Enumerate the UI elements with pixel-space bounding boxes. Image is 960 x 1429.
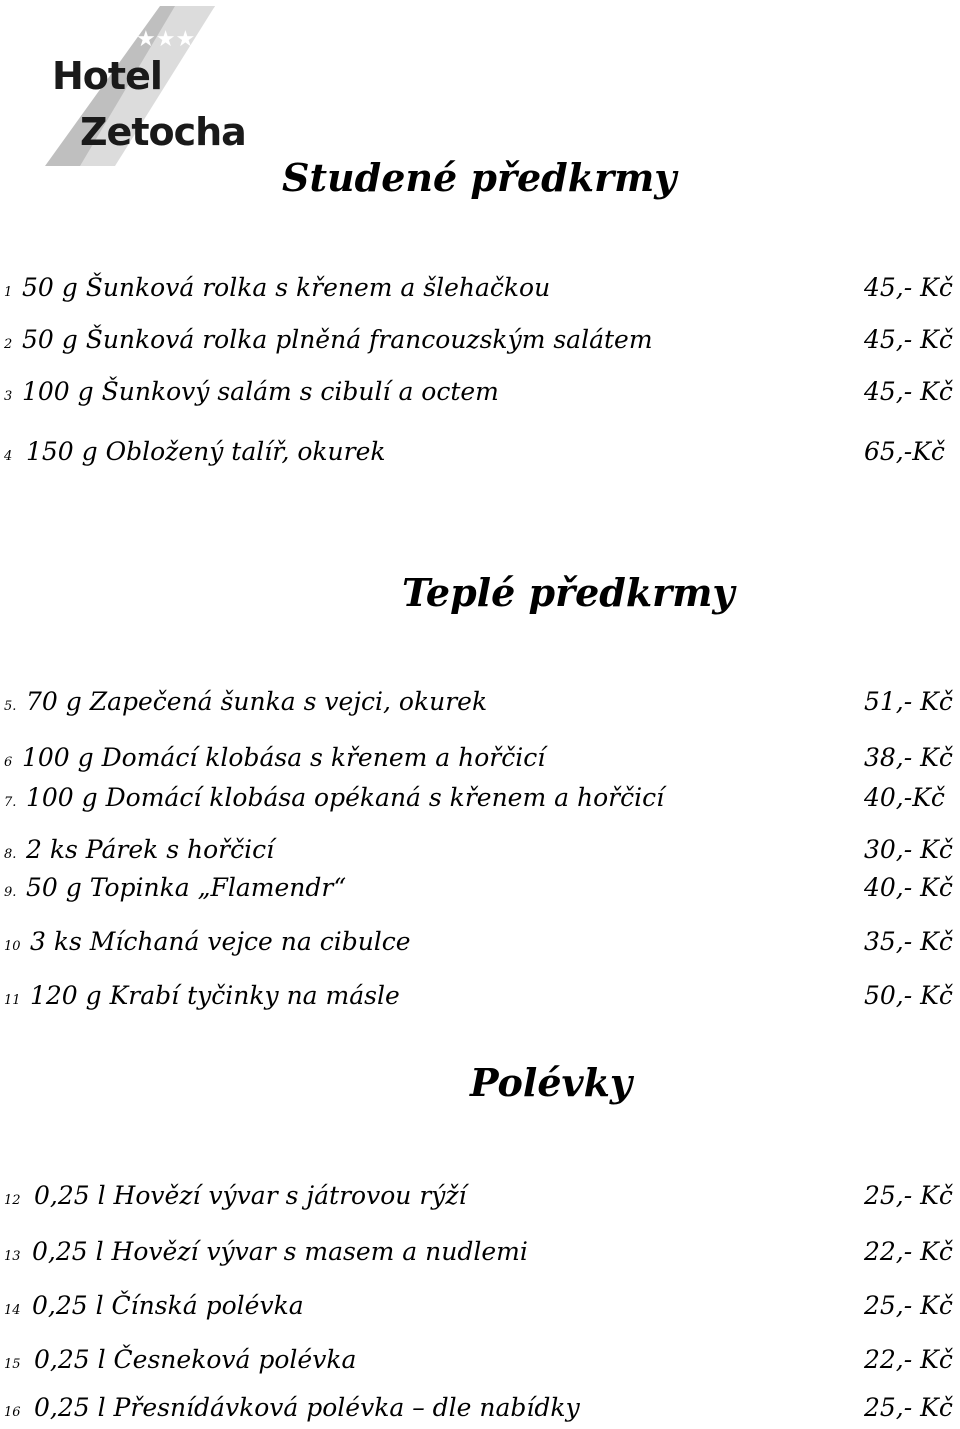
section-title-soups: Polévky <box>470 1060 633 1105</box>
item-price: 50,- Kč <box>864 981 953 1010</box>
svg-text:★★★: ★★★ <box>136 27 196 52</box>
item-price: 40,-Kč <box>864 783 945 812</box>
item-number: 3 <box>4 389 13 404</box>
item-price: 45,- Kč <box>864 377 953 406</box>
logo-line1: Hotel <box>52 54 162 98</box>
item-name: 0,25 l Přesnídávková polévka – dle nabídky <box>34 1393 580 1422</box>
item-number: 12 <box>4 1193 21 1208</box>
item-number: 11 <box>4 993 21 1008</box>
menu-item <box>0 778 960 818</box>
item-number: 2 <box>4 337 13 352</box>
menu-item <box>0 830 960 870</box>
menu-item <box>0 432 960 472</box>
item-name: 50 g Šunková rolka s křenem a šlehačkou <box>22 273 551 302</box>
menu-item <box>0 738 960 778</box>
hotel-logo <box>40 6 246 166</box>
menu-item <box>0 922 960 962</box>
item-name: 0,25 l Česneková polévka <box>34 1345 357 1374</box>
item-number: 6 <box>4 755 13 770</box>
item-number: 1 <box>4 285 13 300</box>
item-name: 0,25 l Hovězí vývar s játrovou rýží <box>34 1181 467 1210</box>
item-price: 45,- Kč <box>864 325 953 354</box>
item-price: 35,- Kč <box>864 927 953 956</box>
menu-item <box>0 1176 960 1216</box>
item-name: 150 g Obložený talíř, okurek <box>26 437 386 466</box>
section-title-warm-starters: Teplé předkrmy <box>402 570 735 615</box>
menu-item <box>0 976 960 1016</box>
menu-item <box>0 682 960 722</box>
item-number: 5. <box>4 699 17 714</box>
menu-item <box>0 1388 960 1428</box>
menu-item <box>0 1340 960 1380</box>
menu-item <box>0 1286 960 1326</box>
item-price: 22,- Kč <box>864 1237 953 1266</box>
item-name: 50 g Šunková rolka plněná francouzským salátem <box>22 325 653 354</box>
item-name: 2 ks Párek s hořčicí <box>26 835 275 864</box>
item-number: 10 <box>4 939 21 954</box>
section-title-cold-starters: Studené předkrmy <box>282 155 677 200</box>
menu-item <box>0 320 960 360</box>
item-price: 38,- Kč <box>864 743 953 772</box>
item-number: 14 <box>4 1303 21 1318</box>
menu-item <box>0 1232 960 1272</box>
item-number: 13 <box>4 1249 21 1264</box>
item-number: 4 <box>4 449 13 464</box>
item-price: 25,- Kč <box>864 1393 953 1422</box>
item-number: 9. <box>4 885 17 900</box>
item-name: 0,25 l Čínská polévka <box>32 1291 304 1320</box>
item-name: 3 ks Míchaná vejce na cibulce <box>30 927 411 956</box>
logo-line2: Zetocha <box>80 110 246 154</box>
item-number: 8. <box>4 847 17 862</box>
item-price: 40,- Kč <box>864 873 953 902</box>
menu-item <box>0 268 960 308</box>
item-name: 100 g Šunkový salám s cibulí a octem <box>22 377 499 406</box>
item-price: 51,- Kč <box>864 687 953 716</box>
item-name: 70 g Zapečená šunka s vejci, okurek <box>26 687 488 716</box>
item-number: 7. <box>4 795 17 810</box>
item-price: 30,- Kč <box>864 835 953 864</box>
menu-item <box>0 372 960 412</box>
item-number: 15 <box>4 1357 21 1372</box>
item-price: 25,- Kč <box>864 1291 953 1320</box>
item-name: 120 g Krabí tyčinky na másle <box>30 981 400 1010</box>
item-name: 100 g Domácí klobása opékaná s křenem a hořčicí <box>26 783 665 812</box>
item-name: 50 g Topinka „Flamendr“ <box>26 873 347 902</box>
item-name: 100 g Domácí klobása s křenem a hořčicí <box>22 743 546 772</box>
item-price: 45,- Kč <box>864 273 953 302</box>
item-price: 25,- Kč <box>864 1181 953 1210</box>
item-price: 65,-Kč <box>864 437 945 466</box>
menu-item <box>0 868 960 908</box>
item-price: 22,- Kč <box>864 1345 953 1374</box>
item-number: 16 <box>4 1405 21 1420</box>
item-name: 0,25 l Hovězí vývar s masem a nudlemi <box>32 1237 528 1266</box>
